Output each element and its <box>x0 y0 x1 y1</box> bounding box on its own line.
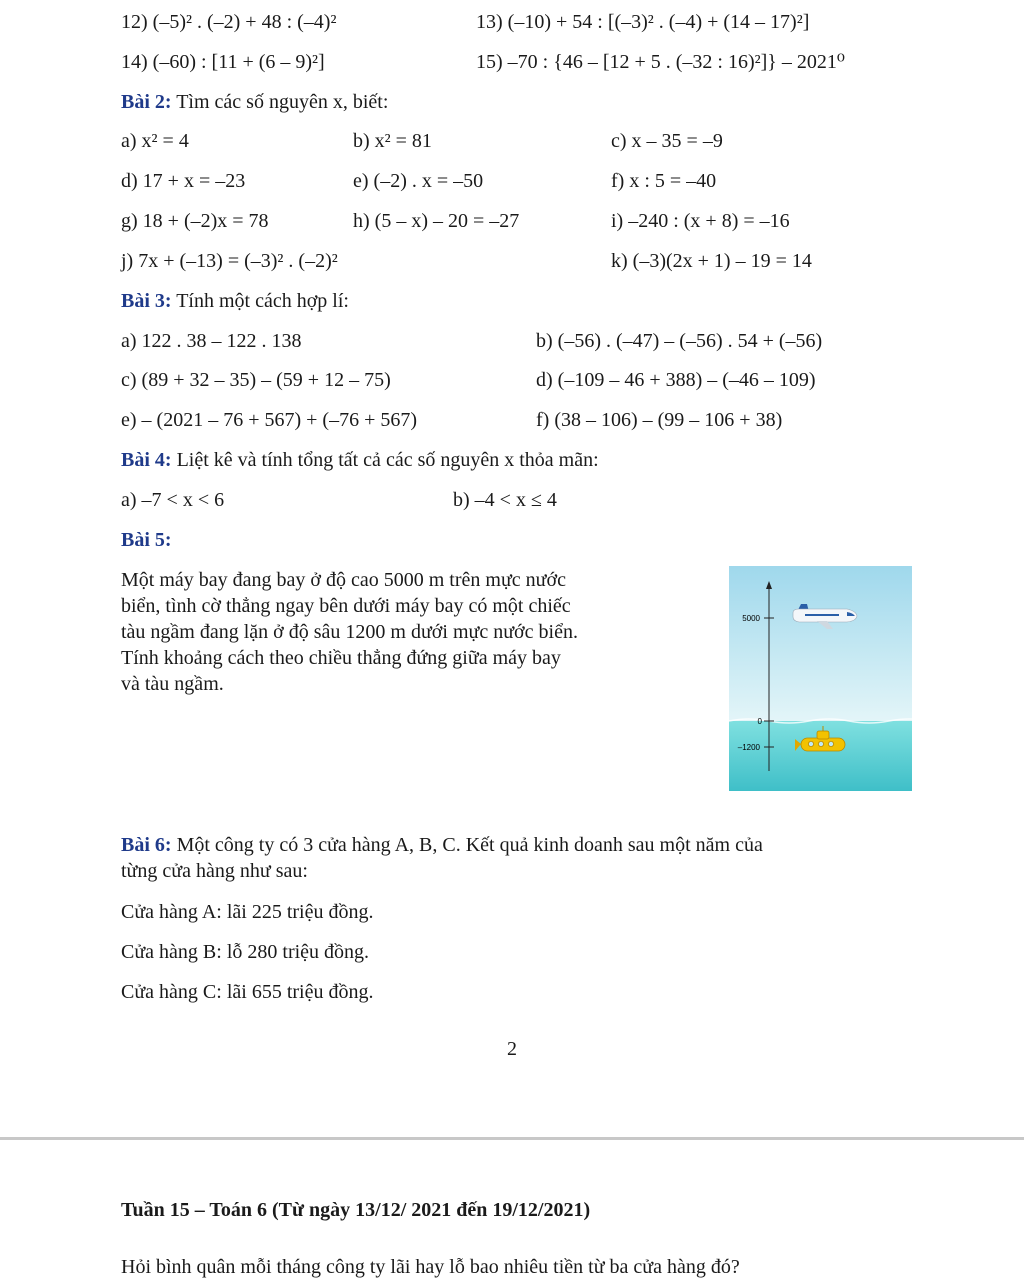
bai3-item-c: c) (89 + 32 – 35) – (59 + 12 – 75) <box>121 369 391 391</box>
bai5-line-5: và tàu ngầm. <box>121 673 224 695</box>
bai3-item-b: b) (–56) . (–47) – (–56) . 54 + (–56) <box>536 330 823 352</box>
bai3-text: Tính một cách hợp lí: <box>176 290 349 312</box>
bai2-title: Bài 2: <box>121 91 172 113</box>
bai4-text: Liệt kê và tính tổng tất cả các số nguyên x thỏa mãn: <box>176 449 599 471</box>
bai3-item-a: a) 122 . 38 – 122 . 138 <box>121 330 302 352</box>
plane-submarine-figure <box>729 566 912 791</box>
bai4-heading <box>121 448 599 472</box>
bai2-item-i: i) –240 : (x + 8) = –16 <box>611 210 790 232</box>
bai3-item-d: d) (–109 – 46 + 388) – (–46 – 109) <box>536 369 816 391</box>
bai2-item-h: h) (5 – x) – 20 = –27 <box>353 210 520 232</box>
bai6-store-b: Cửa hàng B: lỗ 280 triệu đồng. <box>121 941 370 963</box>
bai2-item-c: c) x – 35 = –9 <box>611 130 723 152</box>
bai4-item-b: b) –4 < x ≤ 4 <box>453 489 557 511</box>
bai3-item-f: f) (38 – 106) – (99 – 106 + 38) <box>536 409 783 431</box>
bai4-item-a: a) –7 < x < 6 <box>121 489 225 511</box>
bai2-item-g: g) 18 + (–2)x = 78 <box>121 210 269 232</box>
bai5-line-2: biển, tình cờ thẳng ngay bên dưới máy bay có một chiếc <box>121 595 571 617</box>
bai3-item-e: e) – (2021 – 76 + 567) + (–76 + 567) <box>121 409 418 431</box>
bai6-store-a: Cửa hàng A: lãi 225 triệu đồng. <box>121 901 374 923</box>
next-page-question: Hỏi bình quân mỗi tháng công ty lãi hay lỗ bao nhiêu tiền từ ba cửa hàng đó? <box>121 1256 740 1278</box>
bai2-item-j: j) 7x + (–13) = (–3)² . (–2)² <box>121 250 338 272</box>
bai2-item-f: f) x : 5 = –40 <box>611 170 717 192</box>
bai6-heading <box>121 833 763 857</box>
bai6-text: Một công ty có 3 cửa hàng A, B, C. Kết quả kinh doanh sau một năm của <box>176 834 763 856</box>
bai2-item-a: a) x² = 4 <box>121 130 189 152</box>
page-number: 2 <box>507 1038 517 1060</box>
bai6-text-2: từng cửa hàng như sau: <box>121 860 308 882</box>
bai2-item-d: d) 17 + x = –23 <box>121 170 246 192</box>
tick-label-5000: 5000 <box>742 614 760 623</box>
bai3-title: Bài 3: <box>121 290 172 312</box>
bai5-line-4: Tính khoảng cách theo chiều thẳng đứng giữa máy bay <box>121 647 561 669</box>
bai2-heading <box>121 90 388 114</box>
bai2-item-b: b) x² = 81 <box>353 130 432 152</box>
bai5-line-1: Một máy bay đang bay ở độ cao 5000 m trên mực nước <box>121 569 566 591</box>
bai6-title: Bài 6: <box>121 834 172 856</box>
bai3-heading <box>121 289 349 313</box>
exercise-15: 15) –70 : {46 – [12 + 5 . (–32 : 16)²]} – 2021⁰ <box>476 51 845 73</box>
bai5-title: Bài 5: <box>121 529 172 551</box>
bai5-paragraph <box>121 567 681 697</box>
exercise-12: 12) (–5)² . (–2) + 48 : (–4)² <box>121 11 337 33</box>
bai6-store-c: Cửa hàng C: lãi 655 triệu đồng. <box>121 981 374 1003</box>
page-divider <box>0 1137 1024 1140</box>
next-page-header: Tuần 15 – Toán 6 (Từ ngày 13/12/ 2021 đến 19/12/2021) <box>121 1199 591 1221</box>
tick-label-minus-1200: –1200 <box>737 743 760 752</box>
bai2-text: Tìm các số nguyên x, biết: <box>176 91 389 113</box>
sky-area <box>729 566 912 721</box>
exercise-13: 13) (–10) + 54 : [(–3)² . (–4) + (14 – 17)²] <box>476 11 810 33</box>
bai2-item-e: e) (–2) . x = –50 <box>353 170 484 192</box>
bai2-item-k: k) (–3)(2x + 1) – 19 = 14 <box>611 250 812 272</box>
tick-label-0: 0 <box>757 717 762 726</box>
bai5-line-3: tàu ngầm đang lặn ở độ sâu 1200 m dưới mực nước biển. <box>121 621 578 643</box>
exercise-14: 14) (–60) : [11 + (6 – 9)²] <box>121 51 325 73</box>
bai4-title: Bài 4: <box>121 449 172 471</box>
